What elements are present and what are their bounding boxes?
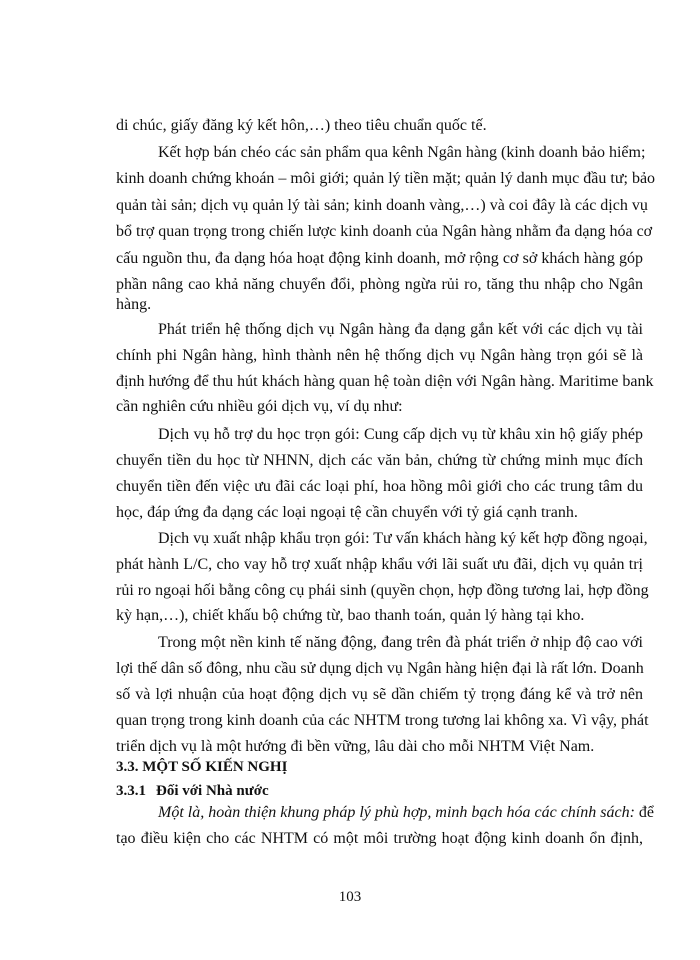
text-line: cần nghiên cứu nhiều gói dịch vụ, ví dụ như:	[116, 398, 403, 415]
text-line: phát hành L/C, cho vay hỗ trợ xuất nhập khẩu với lãi suất ưu đãi, dịch vụ quản trị	[116, 556, 643, 573]
page-number: 103	[338, 889, 362, 905]
text-line: quan trọng trong kinh doanh của các NHTM trong tương lai không xa. Vì vậy, phát	[116, 712, 649, 729]
subsection-number: 3.3.1	[116, 783, 146, 799]
text-line: số và lợi nhuận của hoạt động dịch vụ sẽ dần chiếm tỷ trọng đáng kể và trở nên	[116, 686, 643, 703]
text-line: hàng.	[116, 296, 152, 313]
text-line: Dịch vụ xuất nhập khẩu trọn gói: Tư vấn khách hàng ký kết hợp đồng ngoại,	[158, 530, 648, 547]
text-line: lợi thế dân số đông, nhu cầu sử dụng dịch vụ Ngân hàng hiện đại là rất lớn. Doanh	[116, 660, 644, 677]
text-line: triển dịch vụ là một hướng đi bền vững, lâu dài cho mỗi NHTM Việt Nam.	[116, 738, 595, 755]
text-line: bổ trợ quan trọng trong chiến lược kinh doanh của Ngân hàng nhằm đa dạng hóa cơ	[116, 223, 653, 240]
text-line: rủi ro ngoại hối bằng công cụ phái sinh (quyền chọn, hợp đồng tương lai, hợp đồng	[116, 582, 649, 599]
text-line: Dịch vụ hỗ trợ du học trọn gói: Cung cấp dịch vụ từ khâu xin hộ giấy phép	[158, 426, 643, 443]
text-line: học, đáp ứng đa dạng các loại ngoại tệ cần chuyển với tỷ giá cạnh tranh.	[116, 504, 578, 521]
subsection-title: Đối với Nhà nước	[156, 783, 269, 799]
text-line: chuyển tiền du học từ NHNN, dịch các văn bản, chứng từ chứng minh mục đích	[116, 452, 643, 469]
text-line: cấu nguồn thu, đa dạng hóa hoạt động kinh doanh, mở rộng cơ sở khách hàng góp	[116, 250, 643, 267]
text-line: chuyển tiền đến việc ưu đãi các loại phí, hoa hồng môi giới cho các trung tâm du	[116, 478, 643, 495]
text-line: định hướng để thu hút khách hàng quan hệ toàn diện với Ngân hàng. Maritime bank	[116, 373, 654, 390]
text-line: Kết hợp bán chéo các sản phẩm qua kênh Ngân hàng (kinh doanh bảo hiểm;	[158, 144, 646, 161]
text-line	[158, 803, 655, 823]
text-line: kinh doanh chứng khoán – môi giới; quản lý tiền mặt; quản lý danh mục đầu tư; bảo	[116, 170, 656, 187]
text-line: chính phi Ngân hàng, hình thành nên hệ thống dịch vụ Ngân hàng trọn gói sẽ là	[116, 347, 643, 364]
text-line: tạo điều kiện cho các NHTM có một môi trường hoạt động kinh doanh ổn định,	[116, 830, 643, 847]
text-line: kỳ hạn,…), chiết khấu bộ chứng từ, bao thanh toán, quản lý hàng tại kho.	[116, 607, 585, 624]
text-line: di chúc, giấy đăng ký kết hôn,…) theo tiêu chuẩn quốc tế.	[116, 117, 487, 134]
section-heading: 3.3. MỘT SỐ KIẾN NGHỊ	[116, 759, 288, 775]
text-fragment: để	[634, 804, 655, 821]
text-line: quản tài sản; dịch vụ quản lý tài sản; kinh doanh vàng,…) và coi đây là các dịch vụ	[116, 197, 648, 214]
text-line: phần nâng cao khả năng chuyển đổi, phòng ngừa rủi ro, tăng thu nhập cho Ngân	[116, 276, 643, 293]
subsection-heading	[116, 781, 269, 801]
italic-phrase: Một là, hoàn thiện khung pháp lý phù hợp, minh bạch hóa các chính sách:	[158, 804, 635, 821]
text-line: Trong một nền kinh tế năng động, đang trên đà phát triển ở nhịp độ cao với	[158, 634, 643, 651]
text-line: Phát triển hệ thống dịch vụ Ngân hàng đa dạng gắn kết với các dịch vụ tài	[158, 321, 643, 338]
